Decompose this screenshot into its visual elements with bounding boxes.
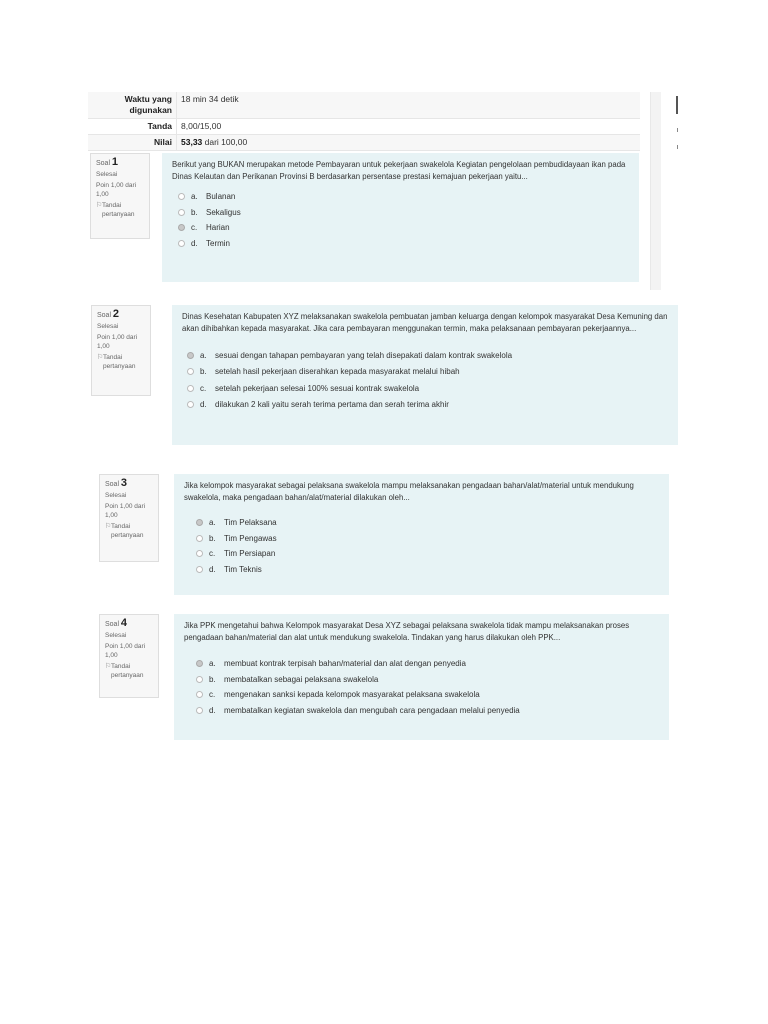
side-panel-tick bbox=[677, 145, 678, 149]
flag-question-link[interactable] bbox=[97, 354, 146, 371]
question-text: Dinas Kesehatan Kabupaten XYZ melaksanakan swakelola pembuatan jamban keluarga dengan kelompok masyarakat Desa Kemuning dan akan dihibahkan kepada masyarakat. Jika cara pembayaran menggunakan termin, maka pelaksanaan pembayaran pekerjaannya... bbox=[182, 312, 668, 333]
radio-button[interactable] bbox=[196, 707, 203, 714]
answer-text: Harian bbox=[206, 223, 230, 233]
radio-button[interactable] bbox=[196, 566, 203, 573]
flag-icon: ⚐ bbox=[96, 202, 103, 209]
answer-letter: a. bbox=[209, 659, 216, 669]
question-number: 2 bbox=[112, 308, 119, 320]
answer-list bbox=[187, 347, 668, 413]
grade-total: dari 100,00 bbox=[202, 137, 248, 147]
answer-option[interactable] bbox=[187, 380, 668, 397]
summary-value-grade bbox=[176, 135, 640, 150]
radio-button[interactable] bbox=[187, 401, 194, 408]
scroll-indicator bbox=[676, 96, 678, 114]
summary-value-time: 18 min 34 detik bbox=[176, 92, 640, 118]
answer-option[interactable] bbox=[196, 531, 659, 547]
answer-option[interactable] bbox=[178, 220, 629, 236]
summary-key-marks: Tanda bbox=[147, 121, 172, 131]
summary-key-time: Waktu yang digunakan bbox=[124, 94, 172, 115]
radio-button-selected[interactable] bbox=[196, 519, 203, 526]
radio-button[interactable] bbox=[187, 368, 194, 375]
grade-score: 53,33 bbox=[181, 137, 203, 147]
question-text: Jika PPK mengetahui bahwa Kelompok masyarakat Desa XYZ sebagai pelaksana swakelola tidak mampu melaksanakan proses pengadaan bahan/material dan alat untuk mendukung swakelola. Tindakan yang harus dilakukan oleh PPK... bbox=[184, 621, 630, 642]
radio-button-selected[interactable] bbox=[187, 352, 194, 359]
question-content-4 bbox=[174, 614, 669, 740]
question-label: Soal bbox=[105, 481, 120, 488]
answer-text: Bulanan bbox=[206, 192, 236, 202]
question-grade: Poin 1,00 dari 1,00 bbox=[105, 503, 146, 519]
summary-row-grade bbox=[88, 135, 640, 151]
answer-option[interactable] bbox=[178, 236, 629, 252]
question-content-3 bbox=[174, 474, 669, 595]
question-state: Selesai bbox=[97, 322, 119, 330]
answer-letter: d. bbox=[200, 400, 207, 410]
answer-list bbox=[178, 189, 629, 251]
radio-button[interactable] bbox=[196, 676, 203, 683]
answer-letter: c. bbox=[209, 549, 216, 559]
flag-icon: ⚐ bbox=[97, 354, 104, 361]
flag-icon: ⚐ bbox=[105, 663, 112, 670]
answer-letter: c. bbox=[191, 223, 198, 233]
radio-button-selected[interactable] bbox=[196, 660, 203, 667]
answer-text: Tim Persiapan bbox=[224, 549, 276, 559]
question-number: 1 bbox=[111, 156, 118, 168]
side-panel-tick bbox=[677, 128, 678, 132]
radio-button[interactable] bbox=[187, 385, 194, 392]
answer-text: membuat kontrak terpisah bahan/material dan alat dengan penyedia bbox=[224, 659, 466, 669]
flag-label: Tandai pertanyaan bbox=[103, 354, 136, 370]
answer-option[interactable] bbox=[196, 562, 659, 578]
question-state: Selesai bbox=[105, 631, 127, 639]
flag-question-link[interactable] bbox=[105, 663, 154, 680]
answer-text: membatalkan kegiatan swakelola dan mengubah cara pengadaan melalui penyedia bbox=[224, 705, 520, 715]
radio-button[interactable] bbox=[196, 550, 203, 557]
question-info-3 bbox=[99, 474, 159, 562]
side-panel-edge bbox=[650, 92, 661, 290]
answer-text: dilakukan 2 kali yaitu serah terima pertama dan serah terima akhir bbox=[215, 400, 449, 410]
answer-text: Tim Teknis bbox=[224, 564, 262, 574]
question-grade: Poin 1,00 dari 1,00 bbox=[96, 182, 137, 198]
question-state: Selesai bbox=[96, 170, 118, 178]
answer-letter: a. bbox=[200, 350, 207, 360]
answer-letter: a. bbox=[191, 192, 198, 202]
summary-value-marks: 8,00/15,00 bbox=[176, 119, 640, 134]
question-content-2 bbox=[172, 305, 678, 445]
answer-option[interactable] bbox=[196, 656, 659, 672]
answer-option[interactable] bbox=[187, 364, 668, 381]
answer-letter: c. bbox=[209, 690, 216, 700]
answer-option[interactable] bbox=[196, 672, 659, 688]
answer-letter: a. bbox=[209, 518, 216, 528]
summary-row-time bbox=[88, 92, 640, 119]
answer-letter: d. bbox=[191, 238, 198, 248]
answer-text: mengenakan sanksi kepada kelompok masyarakat pelaksana swakelola bbox=[224, 690, 480, 700]
question-label: Soal bbox=[96, 160, 111, 167]
answer-text: membatalkan sebagai pelaksana swakelola bbox=[224, 674, 379, 684]
question-info-4 bbox=[99, 614, 159, 698]
answer-letter: d. bbox=[209, 705, 216, 715]
flag-question-link[interactable] bbox=[105, 523, 154, 540]
flag-label: Tandai pertanyaan bbox=[111, 523, 144, 539]
question-label: Soal bbox=[97, 312, 112, 319]
question-content-1 bbox=[162, 153, 639, 282]
flag-icon: ⚐ bbox=[105, 523, 112, 530]
question-grade: Poin 1,00 dari 1,00 bbox=[97, 334, 138, 350]
answer-letter: d. bbox=[209, 564, 216, 574]
answer-text: setelah hasil pekerjaan diserahkan kepada masyarakat melalui hibah bbox=[215, 367, 460, 377]
answer-letter: b. bbox=[191, 207, 198, 217]
answer-option[interactable] bbox=[196, 703, 659, 719]
attempt-summary-table bbox=[88, 92, 640, 151]
answer-letter: b. bbox=[209, 533, 216, 543]
answer-text: setelah pekerjaan selesai 100% sesuai kontrak swakelola bbox=[215, 383, 420, 393]
question-info-1 bbox=[90, 153, 150, 239]
answer-option[interactable] bbox=[196, 515, 659, 531]
question-state: Selesai bbox=[105, 491, 127, 499]
answer-text: Sekaligus bbox=[206, 207, 241, 217]
answer-text: sesuai dengan tahapan pembayaran yang telah disepakati dalam kontrak swakelola bbox=[215, 350, 513, 360]
question-text: Berikut yang BUKAN merupakan metode Pembayaran untuk pekerjaan swakelola Kegiatan pengelolaan pembudidayaan ikan pada Dinas Kelautan dan Perikanan Provinsi B berdasarkan persentase prestasi kemajuan pekerjaan yaitu... bbox=[172, 160, 626, 181]
radio-button[interactable] bbox=[178, 193, 185, 200]
question-info-2 bbox=[91, 305, 151, 396]
answer-list bbox=[196, 656, 659, 718]
answer-letter: c. bbox=[200, 383, 207, 393]
answer-list bbox=[196, 515, 659, 577]
radio-button[interactable] bbox=[196, 691, 203, 698]
answer-text: Termin bbox=[206, 238, 231, 248]
summary-row-marks bbox=[88, 119, 640, 135]
answer-option[interactable] bbox=[187, 397, 668, 414]
answer-option[interactable] bbox=[178, 205, 629, 221]
summary-key-grade: Nilai bbox=[154, 137, 172, 147]
flag-label: Tandai pertanyaan bbox=[102, 202, 135, 218]
answer-option[interactable] bbox=[187, 347, 668, 364]
question-grade: Poin 1,00 dari 1,00 bbox=[105, 643, 146, 659]
question-text: Jika kelompok masyarakat sebagai pelaksana swakelola mampu melaksanakan pengadaan bahan/alat/material untuk mendukung swakelola, maka pengadaan bahan/alat/material dilakukan oleh... bbox=[184, 481, 634, 502]
radio-button[interactable] bbox=[178, 209, 185, 216]
flag-question-link[interactable] bbox=[96, 202, 145, 219]
radio-button[interactable] bbox=[178, 240, 185, 247]
question-number: 3 bbox=[120, 477, 127, 489]
answer-option[interactable] bbox=[196, 546, 659, 562]
question-label: Soal bbox=[105, 621, 120, 628]
flag-label: Tandai pertanyaan bbox=[111, 663, 144, 679]
question-number: 4 bbox=[120, 617, 127, 629]
answer-text: Tim Pelaksana bbox=[224, 518, 277, 528]
answer-text: Tim Pengawas bbox=[224, 533, 277, 543]
answer-letter: b. bbox=[209, 674, 216, 684]
answer-letter: b. bbox=[200, 367, 207, 377]
answer-option[interactable] bbox=[178, 189, 629, 205]
answer-option[interactable] bbox=[196, 687, 659, 703]
radio-button-selected[interactable] bbox=[178, 224, 185, 231]
radio-button[interactable] bbox=[196, 535, 203, 542]
